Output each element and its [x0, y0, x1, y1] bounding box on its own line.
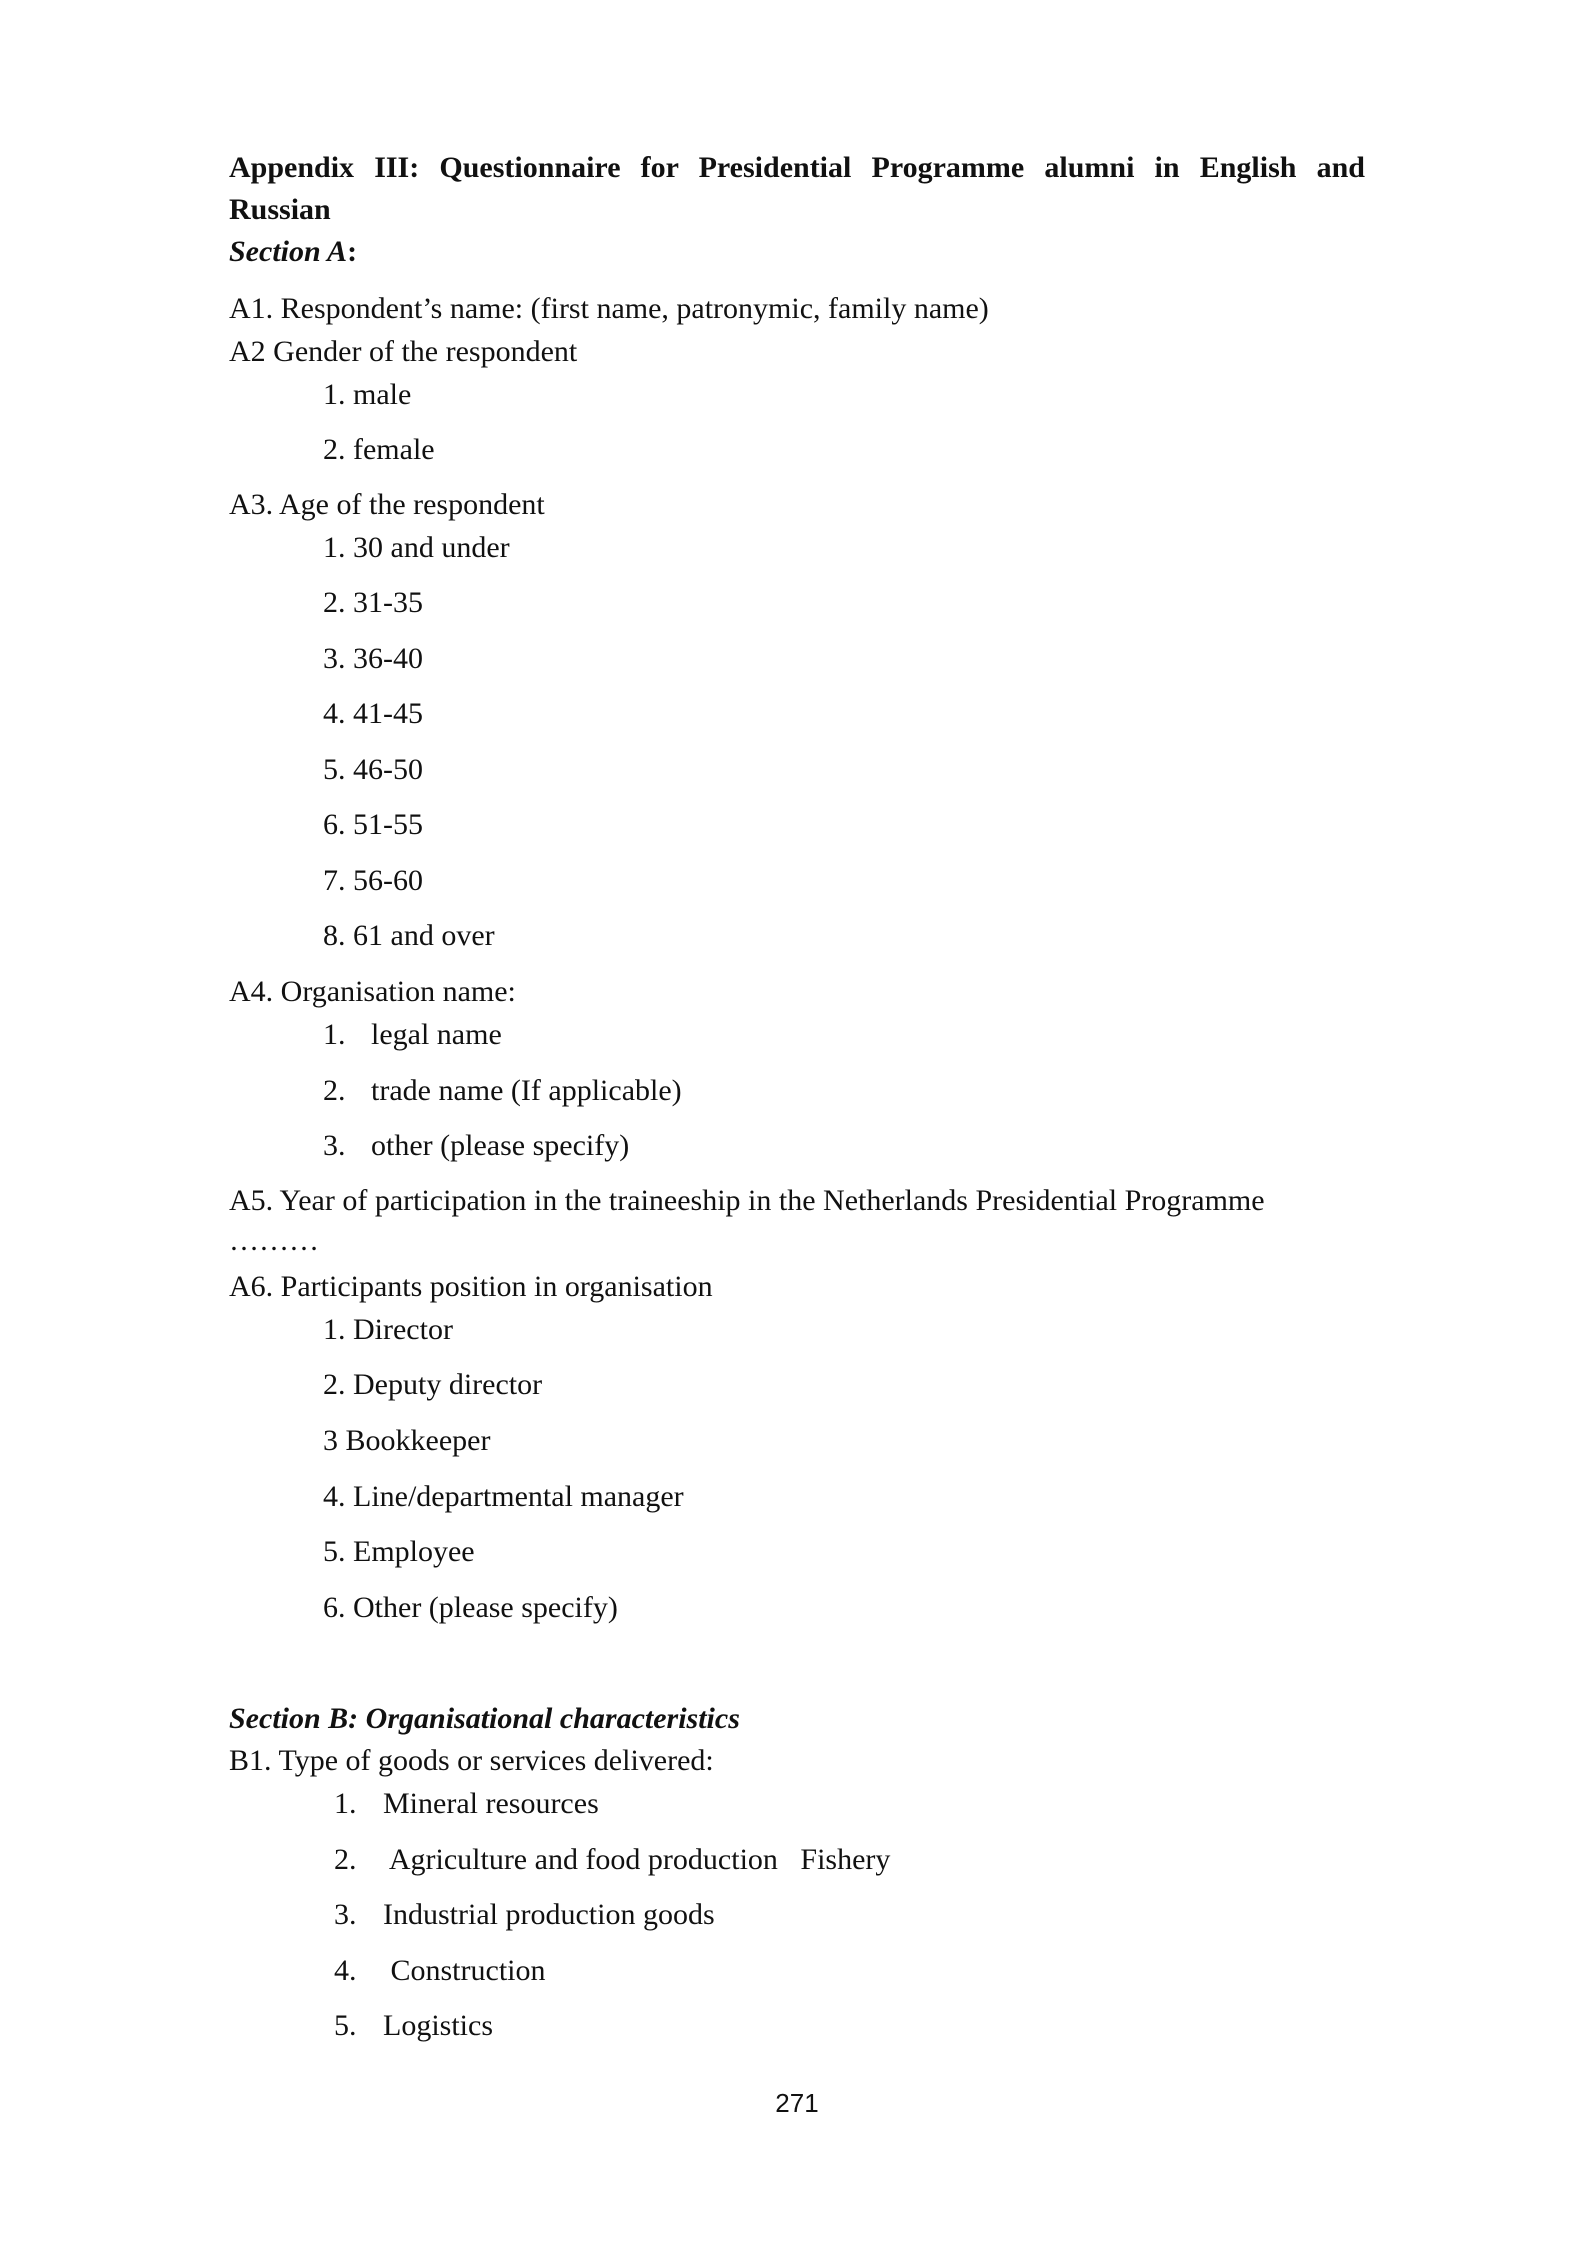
option-a6-1: 1. Director	[323, 1313, 453, 1346]
option-a6-3: 3 Bookkeeper	[323, 1424, 491, 1457]
option-b1-3: 3. Industrial production goods	[334, 1898, 715, 1931]
option-a6-4: 4. Line/departmental manager	[323, 1480, 684, 1513]
option-a4-3: 3. other (please specify)	[323, 1129, 630, 1162]
option-a6-5: 5. Employee	[323, 1535, 475, 1568]
page-number: 271	[775, 2088, 819, 2118]
option-a2-2: 2. female	[323, 433, 435, 466]
appendix-title-line-1: Appendix III: Questionnaire for Presidential Programme alumni in English and	[229, 151, 1365, 184]
appendix-title-line-2: Russian	[229, 193, 331, 226]
question-b1: B1. Type of goods or services delivered:	[229, 1744, 714, 1777]
option-b1-4: 4. Construction	[334, 1954, 546, 1987]
option-b1-2: 2. Agriculture and food production Fishery	[334, 1843, 891, 1876]
question-a3: A3. Age of the respondent	[229, 488, 545, 521]
option-a4-1: 1. legal name	[323, 1018, 502, 1051]
option-a4-2: 2. trade name (If applicable)	[323, 1074, 682, 1107]
option-a3-3: 3. 36-40	[323, 642, 423, 675]
question-a1: A1. Respondent’s name: (first name, patronymic, family name)	[229, 292, 989, 325]
question-a4: A4. Organisation name:	[229, 975, 516, 1008]
question-a5-blank: ………	[229, 1224, 319, 1257]
option-a3-5: 5. 46-50	[323, 753, 423, 786]
option-a6-2: 2. Deputy director	[323, 1368, 543, 1401]
section-a-heading: Section A:	[229, 235, 358, 268]
option-a3-4: 4. 41-45	[323, 697, 423, 730]
option-a3-6: 6. 51-55	[323, 808, 423, 841]
option-a3-2: 2. 31-35	[323, 586, 423, 619]
option-b1-5: 5. Logistics	[334, 2009, 493, 2042]
question-a2: A2 Gender of the respondent	[229, 335, 578, 368]
question-a5: A5. Year of participation in the traineeship in the Netherlands Presidential Programme	[229, 1184, 1265, 1217]
option-b1-1: 1. Mineral resources	[334, 1787, 599, 1820]
option-a3-8: 8. 61 and over	[323, 919, 495, 952]
option-a2-1: 1. male	[323, 378, 412, 411]
question-a6: A6. Participants position in organisation	[229, 1270, 713, 1303]
option-a6-6: 6. Other (please specify)	[323, 1591, 618, 1624]
option-a3-7: 7. 56-60	[323, 864, 423, 897]
option-a3-1: 1. 30 and under	[323, 531, 510, 564]
section-b-heading: Section B: Organisational characteristics	[229, 1702, 740, 1735]
